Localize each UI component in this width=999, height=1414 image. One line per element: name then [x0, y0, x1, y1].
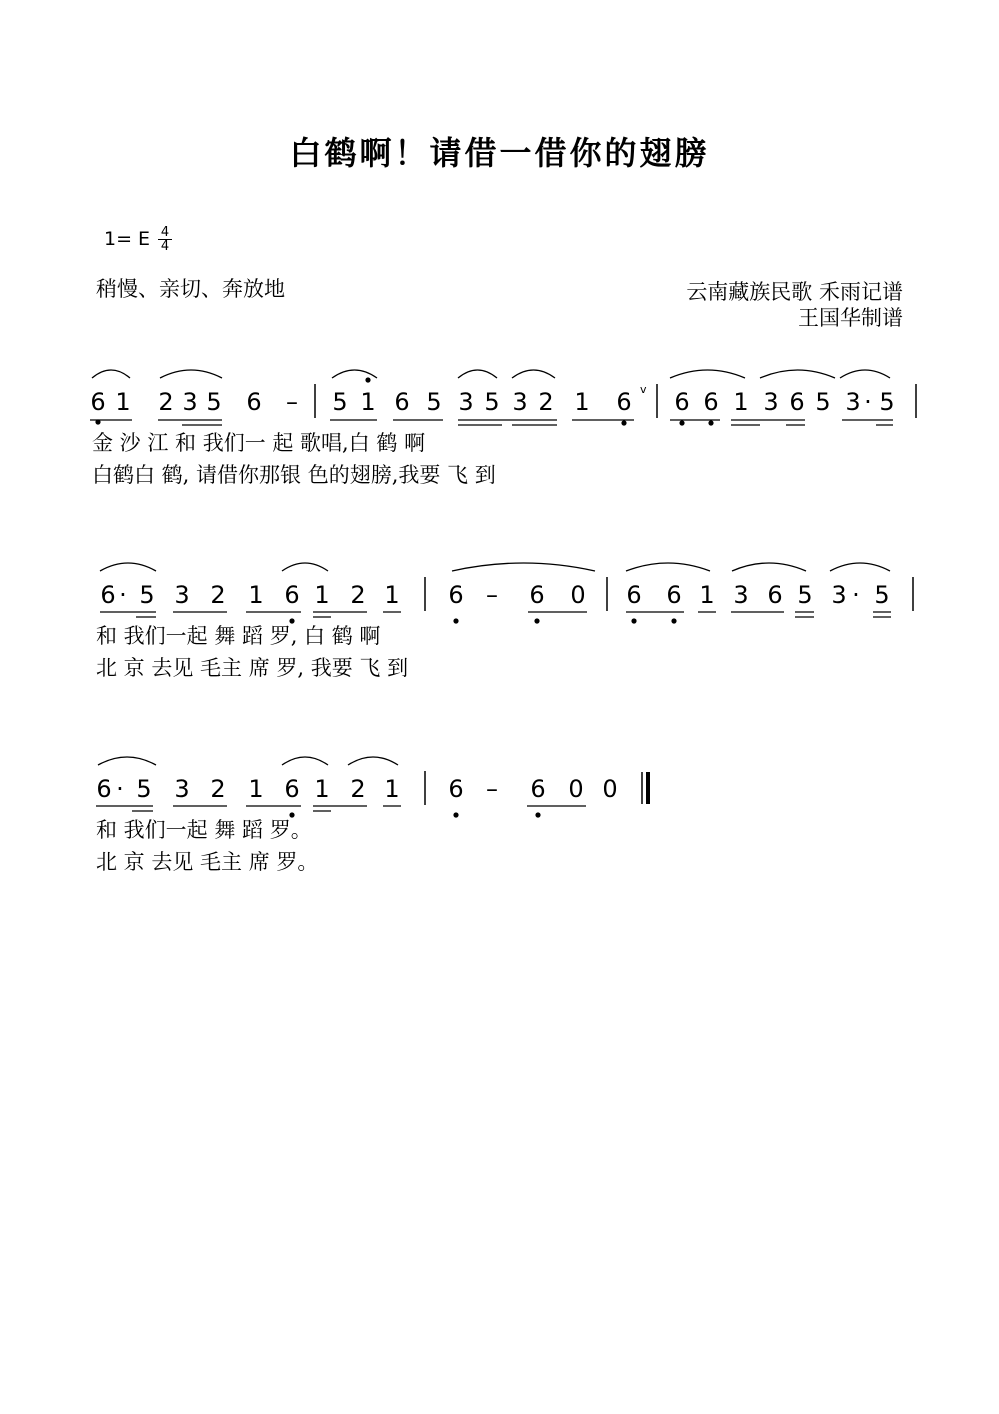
slur	[282, 757, 328, 765]
note: 5	[815, 388, 831, 416]
note: 6	[100, 581, 116, 609]
note: 1	[314, 581, 330, 609]
note: 6	[394, 388, 410, 416]
time-signature-top: 4	[160, 225, 170, 240]
song-title: 白鹤啊！请借一借你的翅膀	[289, 134, 710, 172]
slur	[512, 370, 555, 378]
slur	[98, 757, 156, 765]
note: 1	[384, 775, 400, 803]
note: 3	[458, 388, 474, 416]
octave-dot	[679, 420, 684, 425]
note: 6	[96, 775, 112, 803]
lyric-line: 和 我们一起 舞 蹈 罗, 白 鹤 啊	[96, 624, 381, 648]
note: 6	[448, 775, 464, 803]
augmentation-dot: ·	[864, 388, 872, 416]
lyric-line: 和 我们一起 舞 蹈 罗。	[96, 818, 312, 842]
note: 6	[284, 581, 300, 609]
note: 6	[530, 775, 546, 803]
note: 1	[360, 388, 376, 416]
note: 2	[350, 581, 366, 609]
note: 0	[568, 775, 584, 803]
note: 3	[174, 775, 190, 803]
slur	[452, 563, 595, 571]
octave-dot	[708, 420, 713, 425]
note: 6	[284, 775, 300, 803]
octave-dot	[289, 618, 294, 623]
slur	[332, 370, 377, 378]
breath-mark: v	[640, 383, 647, 396]
augmentation-dot: ·	[116, 775, 124, 803]
note: 6	[767, 581, 783, 609]
lyric-line: 北 京 去见 毛主 席 罗。	[96, 850, 319, 874]
slur	[348, 757, 398, 765]
note: 2	[158, 388, 174, 416]
note: 1	[574, 388, 590, 416]
slur	[830, 563, 890, 571]
note: 5	[484, 388, 500, 416]
slur	[458, 370, 497, 378]
key-signature: 1= E	[104, 228, 151, 250]
note: 6	[666, 581, 682, 609]
octave-dot	[534, 618, 539, 623]
octave-dot	[631, 618, 636, 623]
dash-extension: –	[286, 388, 298, 416]
note: 5	[874, 581, 890, 609]
note: 5	[879, 388, 895, 416]
note: 2	[210, 581, 226, 609]
note: 3	[733, 581, 749, 609]
note: 1	[115, 388, 131, 416]
note: 3	[845, 388, 861, 416]
slur	[626, 563, 710, 571]
note: 1	[248, 775, 264, 803]
note: 6	[674, 388, 690, 416]
dash-extension: –	[486, 775, 498, 803]
note: 5	[206, 388, 222, 416]
note: 6	[246, 388, 262, 416]
octave-dot	[453, 618, 458, 623]
slur	[670, 370, 745, 378]
note: 6	[789, 388, 805, 416]
octave-dot	[621, 420, 626, 425]
octave-dot	[453, 812, 458, 817]
note: 6	[90, 388, 106, 416]
note: 6	[703, 388, 719, 416]
note: 2	[538, 388, 554, 416]
note: 5	[797, 581, 813, 609]
note: 3	[182, 388, 198, 416]
note: 3	[831, 581, 847, 609]
slur	[282, 563, 328, 571]
note: 0	[602, 775, 618, 803]
note: 1	[699, 581, 715, 609]
note: 6	[529, 581, 545, 609]
tempo-marking: 稍慢、亲切、奔放地	[96, 277, 285, 301]
lyric-line: 金 沙 江 和 我们一 起 歌唱,白 鹤 啊	[92, 431, 426, 455]
slur	[92, 370, 130, 378]
note: 2	[350, 775, 366, 803]
note: 3	[763, 388, 779, 416]
slur	[160, 370, 222, 378]
note: 1	[248, 581, 264, 609]
lyric-line: 北 京 去见 毛主 席 罗, 我要 飞 到	[96, 656, 409, 680]
note: 5	[139, 581, 155, 609]
note: 6	[626, 581, 642, 609]
octave-dot	[365, 377, 370, 382]
slur	[840, 370, 890, 378]
octave-dot	[535, 812, 540, 817]
note: 1	[733, 388, 749, 416]
augmentation-dot: ·	[119, 581, 127, 609]
note: 5	[332, 388, 348, 416]
dash-extension: –	[486, 581, 498, 609]
time-signature-bottom: 4	[158, 239, 172, 253]
note: 5	[136, 775, 152, 803]
note: 5	[426, 388, 442, 416]
octave-dot	[289, 812, 294, 817]
credit-arranger: 王国华制谱	[798, 306, 903, 330]
note: 2	[210, 775, 226, 803]
lyric-line: 白鹤白 鹤, 请借你那银 色的翅膀,我要 飞 到	[92, 463, 496, 487]
note: 3	[512, 388, 528, 416]
slur	[760, 370, 835, 378]
note: 1	[384, 581, 400, 609]
note: 6	[616, 388, 632, 416]
note: 0	[570, 581, 586, 609]
note: 3	[174, 581, 190, 609]
credit-source: 云南藏族民歌 禾雨记谱	[686, 280, 903, 304]
note: 6	[448, 581, 464, 609]
note: 1	[314, 775, 330, 803]
augmentation-dot: ·	[852, 581, 860, 609]
slur	[732, 563, 806, 571]
slur	[100, 563, 156, 571]
octave-dot	[95, 419, 100, 424]
octave-dot	[671, 618, 676, 623]
